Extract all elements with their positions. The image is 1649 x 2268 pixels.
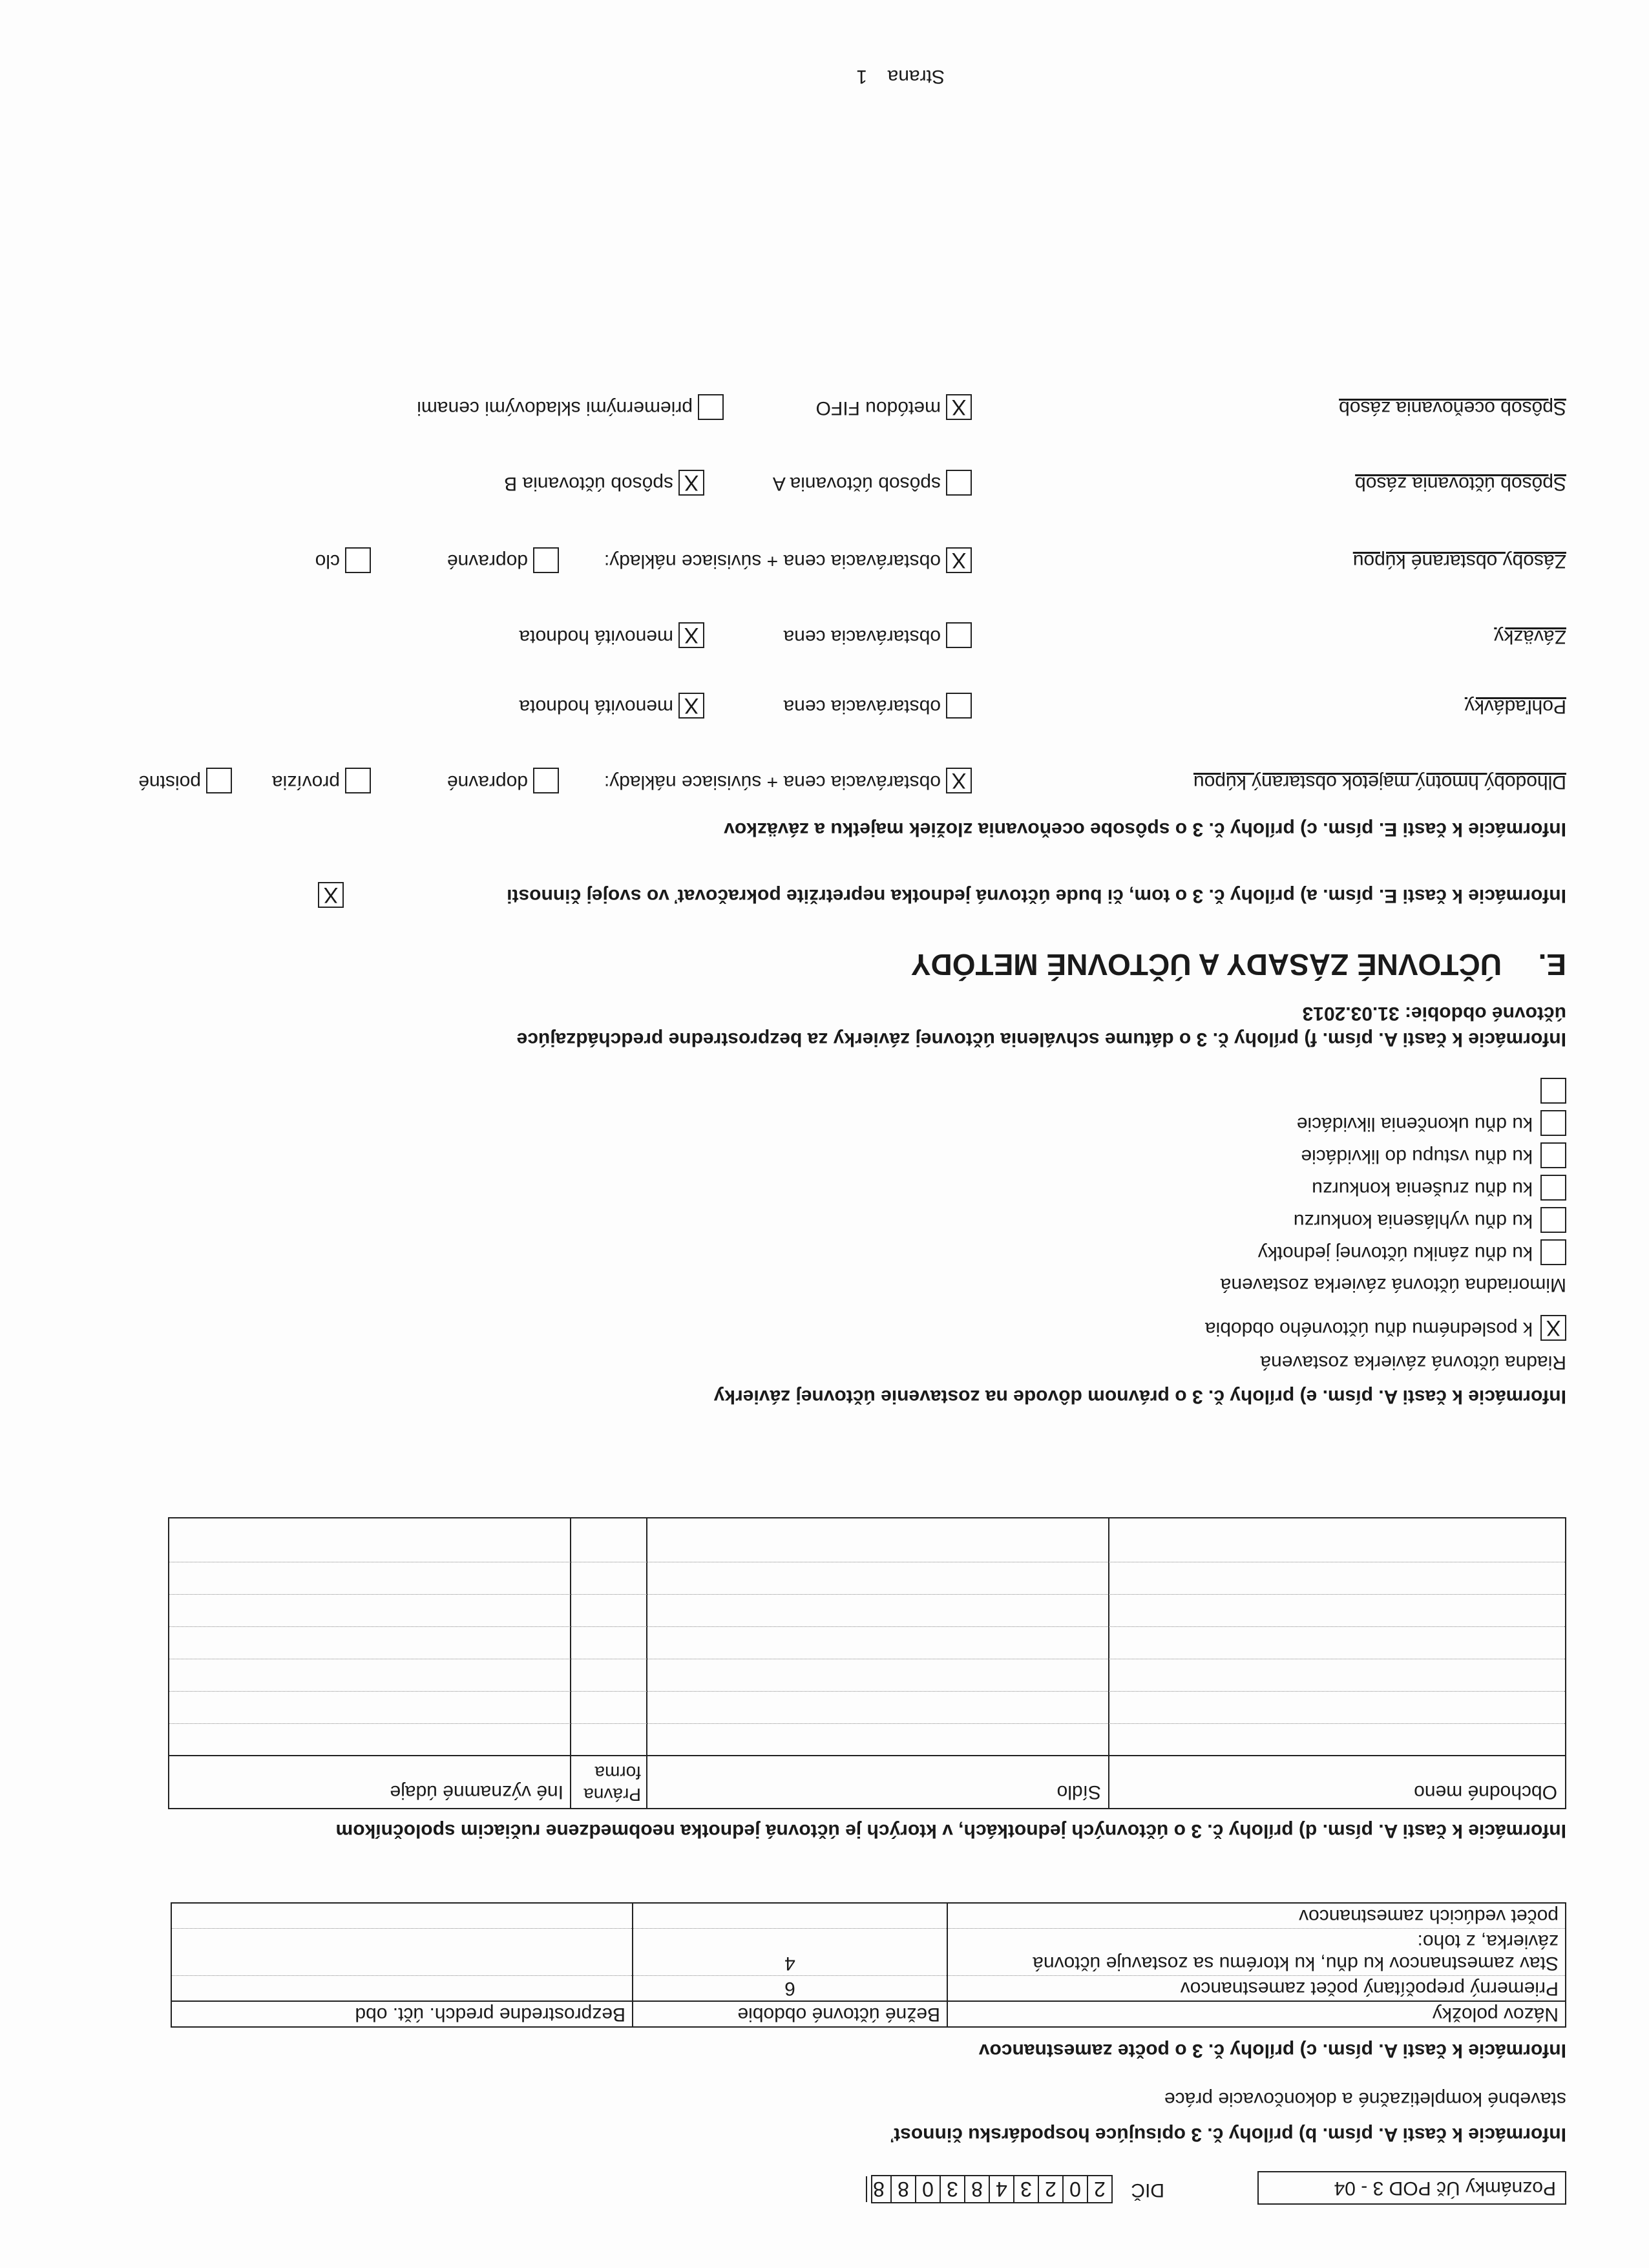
row-previous-value — [171, 1903, 633, 1929]
dic-label: DIČ — [1131, 2179, 1164, 2201]
dic-digit: 2 — [1087, 2176, 1111, 2202]
section-f-line2: účtovné obdobie: 31.03.2013 — [1302, 1003, 1566, 1024]
section-b-heading: Informácie k časti A. písm. b) prílohy č. 3 opisujúce hospodársku činnosť — [890, 2124, 1566, 2145]
col-legal-form: Právna forma — [583, 1763, 641, 1805]
dic-field — [871, 2175, 1113, 2203]
dic-digit: 2 — [1038, 2176, 1062, 2202]
fixed-assets-commission-checkbox[interactable] — [345, 768, 371, 793]
receivables-nominal-value-label: menovitá hodnota — [519, 696, 673, 717]
extra-liquidation-start-checkbox[interactable] — [1540, 1142, 1566, 1168]
valuation-label-inventory-accounting: Spôsob účtovania zásob — [1355, 473, 1566, 494]
inventory-customs-checkbox[interactable] — [345, 547, 371, 573]
receivables-nominal-value-checkbox[interactable]: X — [678, 693, 704, 719]
section-c-heading: Informácie k časti A. písm. c) prílohy č. 3 o počte zamestnancov — [978, 2040, 1566, 2061]
dic-digit: 8 — [866, 2176, 890, 2202]
section-d-heading: Informácie k časti A. písm. d) prílohy č. 3 o účtovných jednotkách, v ktorých je účtovná jednotka neobmedzene ručiacim spoločníkom — [335, 1820, 1566, 1842]
section-b-text: stavebné kompletizačné a dokončovacie práce — [1164, 2088, 1566, 2110]
col-business-name: Obchodné meno — [1414, 1781, 1557, 1803]
entities-row-line — [169, 1626, 1565, 1627]
col-item: Názov položky — [947, 2001, 1566, 2027]
table-row — [171, 1929, 1566, 1976]
table-row — [171, 1976, 1566, 2002]
liabilities-acquisition-cost-checkbox[interactable] — [946, 622, 972, 648]
section-e-heading: Informácie k časti A. písm. e) prílohy č. 3 o právnom dôvode na zostavenie účtovnej závierky — [713, 1386, 1566, 1407]
row-current-value — [633, 1903, 947, 1929]
inventory-fifo-label: metódou FIFO — [815, 397, 941, 419]
page-label: Strana — [887, 66, 945, 87]
col-previous: Bezprostredne predch. účt. obd — [355, 2004, 625, 2025]
extra-closing-label: Mimoriadna účtovná závierka zostavená — [1220, 1274, 1566, 1296]
row-label: Priemerný prepočítaný počet zamestnancov — [947, 1976, 1566, 2002]
inventory-average-price-label: priemernými skladovými cenami — [417, 397, 693, 419]
dic-digit: 0 — [1062, 2176, 1087, 2202]
entities-header-divider — [169, 1755, 1565, 1756]
dic-digit: 3 — [1013, 2176, 1038, 2202]
form-code: Poznámky Úč POD 3 - 04 — [1334, 2178, 1556, 2199]
inventory-transport-label: dopravné — [446, 551, 528, 572]
regular-last-day-label: k poslednému dňu účtovného obdobia — [1204, 1318, 1533, 1339]
fixed-assets-transport-label: dopravné — [446, 772, 528, 793]
extra-liquidation-start-label: ku dňu vstupu do likvidácie — [1301, 1146, 1533, 1167]
extra-dissolution-checkbox[interactable] — [1540, 1239, 1566, 1265]
valuation-label-fixed-assets: Dlhodobý hmotný majetok obstaraný kúpou — [1193, 772, 1566, 793]
fixed-assets-acquisition-cost-checkbox[interactable]: X — [946, 768, 972, 793]
dic-digit: 0 — [915, 2176, 940, 2202]
liabilities-acquisition-cost-label: obstarávacia cena — [783, 626, 941, 647]
valuation-label-inventory-valuation: Spôsob oceňovania zásob — [1339, 397, 1566, 419]
valuation-label-inventory-purchased: Zásoby obstarané kúpou — [1352, 551, 1566, 572]
fixed-assets-insurance-label: poistné — [138, 772, 201, 793]
fixed-assets-transport-checkbox[interactable] — [533, 768, 559, 793]
table-row — [171, 1903, 1566, 1929]
dic-digit: 4 — [989, 2176, 1013, 2202]
employees-table — [171, 1902, 1566, 2028]
regular-last-day-checkbox[interactable]: X — [1540, 1315, 1566, 1341]
row-previous-value — [171, 1929, 633, 1976]
dic-digit: 8 — [964, 2176, 989, 2202]
valuation-label-liabilities: Záväzky — [1494, 626, 1566, 647]
inventory-acquisition-cost-checkbox[interactable]: X — [946, 547, 972, 573]
section-f-heading: Informácie k časti A. písm. f) prílohy č. 3 o dátume schválenia účtovnej závierky za bezprostredne predchádzajúce — [516, 1029, 1566, 1050]
dic-digit: 8 — [890, 2176, 915, 2202]
entities-table — [168, 1517, 1566, 1809]
inventory-accounting-b-label: spôsob účtovania B — [504, 473, 673, 494]
row-current-value: 4 — [633, 1929, 947, 1976]
liabilities-nominal-value-checkbox[interactable]: X — [678, 622, 704, 648]
extra-liquidation-end-checkbox[interactable] — [1540, 1110, 1566, 1136]
chapter-e-title: ÚČTOVNÉ ZÁSADY A ÚČTOVNÉ METÓDY — [910, 948, 1502, 982]
inventory-fifo-checkbox[interactable]: X — [946, 394, 972, 420]
valuation-heading: Informácie k časti E. písm. c) prílohy č. 3 o spôsobe oceňovania zložiek majetku a záväzkov — [724, 819, 1566, 840]
extra-dissolution-label: ku dňu zániku účtovnej jednotky — [1257, 1243, 1533, 1264]
dic-digit: 3 — [940, 2176, 964, 2202]
extra-bankruptcy-declared-checkbox[interactable] — [1540, 1207, 1566, 1233]
fixed-assets-commission-label: provízia — [271, 772, 340, 793]
form-code-box — [1257, 2171, 1566, 2205]
col-seat: Sídlo — [1056, 1781, 1101, 1803]
inventory-accounting-a-checkbox[interactable] — [946, 470, 972, 496]
regular-closing-label: Riadna účtovná závierka zostavená — [1260, 1352, 1566, 1373]
entities-row-line — [169, 1691, 1565, 1692]
extra-empty-checkbox[interactable] — [1540, 1078, 1566, 1104]
fixed-assets-acquisition-cost-label: obstarávacia cena + súvisiace náklady: — [604, 772, 941, 793]
going-concern-text: Informácie k časti E. písm. a) prílohy č. 3 o tom, či bude účtovná jednotka nepretržite pokračovať vo svojej činnosti — [507, 885, 1566, 907]
entities-row-line — [169, 1594, 1565, 1595]
row-previous-value — [171, 1976, 633, 2002]
liabilities-nominal-value-label: menovitá hodnota — [519, 626, 673, 647]
chapter-e-letter: E. — [1538, 948, 1566, 982]
row-current-value: 6 — [633, 1976, 947, 2002]
inventory-average-price-checkbox[interactable] — [698, 394, 724, 420]
receivables-acquisition-cost-label: obstarávacia cena — [783, 696, 941, 717]
employees-header-row — [171, 2001, 1566, 2027]
fixed-assets-insurance-checkbox[interactable] — [206, 768, 232, 793]
col-current: Bežné účtovné obdobie — [633, 2001, 947, 2027]
receivables-acquisition-cost-checkbox[interactable] — [946, 693, 972, 719]
row-label: Stav zamestnancov ku dňu, ku ktorému sa zostavuje účtovná závierka, z toho: — [947, 1929, 1566, 1976]
row-label: počet vedúcich zamestnancov — [947, 1903, 1566, 1929]
entities-row-line — [169, 1723, 1565, 1724]
going-concern-checkbox[interactable]: X — [318, 882, 344, 908]
extra-bankruptcy-cancelled-checkbox[interactable] — [1540, 1175, 1566, 1201]
extra-liquidation-end-label: ku dňu ukončenia likvidácie — [1296, 1113, 1533, 1135]
inventory-acquisition-cost-label: obstarávacia cena + súvisiace náklady: — [604, 551, 941, 572]
extra-bankruptcy-declared-label: ku dňu vyhlásenia konkurzu — [1293, 1210, 1533, 1232]
inventory-accounting-a-label: spôsob účtovania A — [772, 473, 941, 494]
page-number: 1 — [856, 66, 867, 87]
col-other-data: Iné významné údaje — [390, 1781, 563, 1803]
inventory-customs-label: clo — [315, 551, 340, 572]
inventory-transport-checkbox[interactable] — [533, 547, 559, 573]
extra-bankruptcy-cancelled-label: ku dňu zrušenia konkurzu — [1312, 1178, 1533, 1199]
valuation-label-receivables: Pohľadávky — [1464, 696, 1566, 717]
inventory-accounting-b-checkbox[interactable]: X — [678, 470, 704, 496]
